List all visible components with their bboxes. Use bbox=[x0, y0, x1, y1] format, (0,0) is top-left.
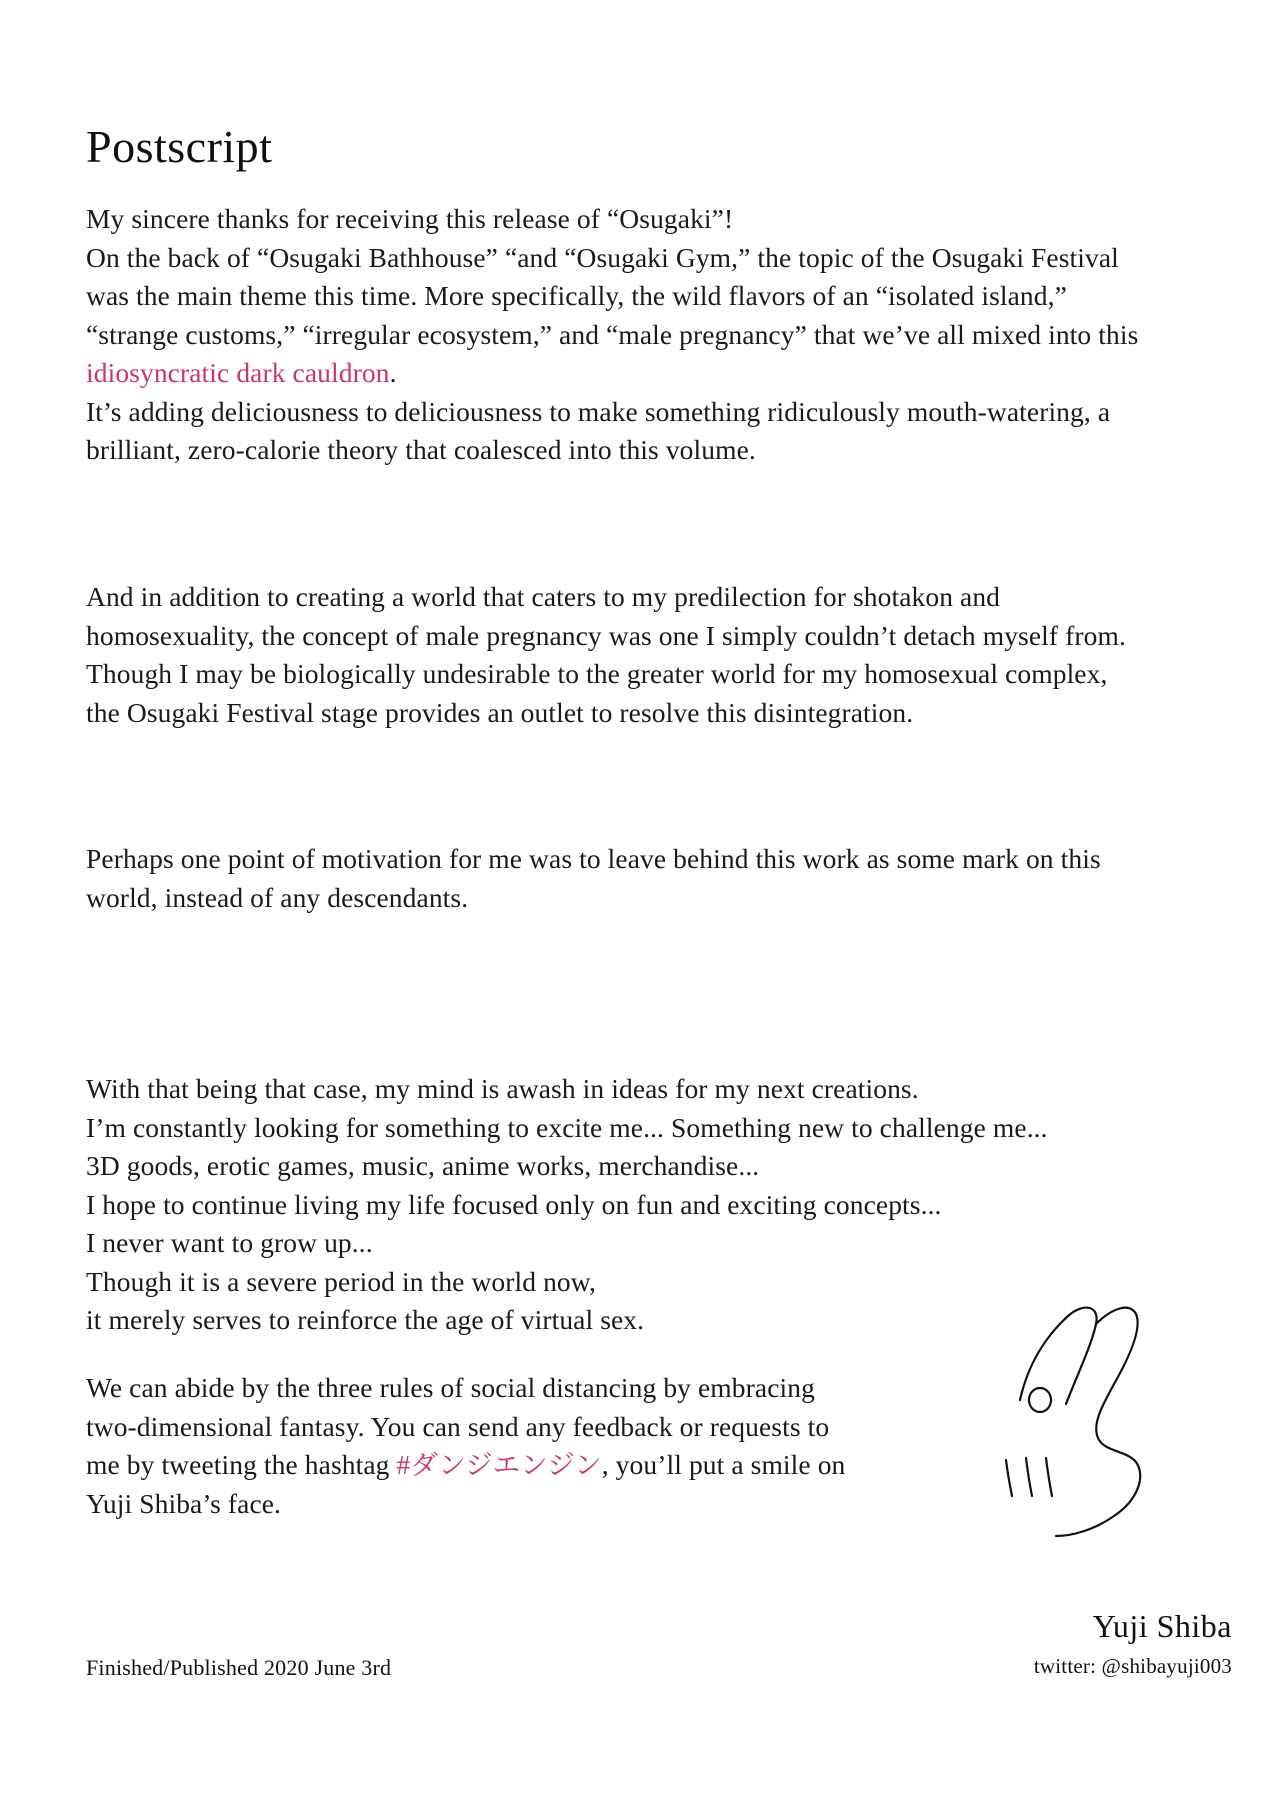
publish-date: Finished/Published 2020 June 3rd bbox=[86, 1655, 392, 1680]
paragraph-closing-line-2: , you’ll put a smile on Yuji Shiba’s face. bbox=[86, 1449, 846, 1519]
signature-name: Yuji Shiba bbox=[1092, 1608, 1232, 1644]
paragraph-future-line-3: 3D goods, erotic games, music, anime works, merchandise... bbox=[86, 1150, 760, 1181]
paragraph-future-line-2: I’m constantly looking for something to excite me... Something new to challenge me... bbox=[86, 1111, 1048, 1143]
page-title: Postscript bbox=[86, 120, 273, 172]
paragraph-future-line-6: Though it is a severe period in the world now, bbox=[86, 1265, 596, 1297]
handwritten-signature-mark bbox=[980, 1300, 1240, 1570]
paragraph-future-line-5: I never want to grow up... bbox=[86, 1227, 373, 1258]
paragraph-concept-line-1: And in addition to creating a world that caters to my predilection for shotakon and homosexuality, the concept of male pregnancy was one I simply couldn’t detach myself from. bbox=[86, 581, 1126, 651]
paragraph-motivation-line-1: Perhaps one point of motivation for me was to leave behind this work as some mark on this world, instead of any descendants. bbox=[86, 843, 1101, 913]
paragraph-intro-line-2: On the back of “Osugaki Bathhouse” “and “Osugaki Gym,” the topic of the Osugaki Festival was the main theme this time. More specifically, the wild flavors of an “isolated island,” “strange customs,” “irregular ecosystem,” and “male pregnancy” that we’ve all mixed into this bbox=[86, 241, 1139, 350]
paragraph-intro-line-4: It’s adding deliciousness to deliciousness to make something ridiculously mouth-watering, a brilliant, zero-calorie theory that coalesced into this volume. bbox=[86, 395, 1111, 465]
paragraph-concept-line-3: the Osugaki Festival stage provides an outlet to resolve this disintegration. bbox=[86, 696, 914, 728]
paragraph-concept-line-2: Though I may be biologically undesirable to the greater world for my homosexual complex, bbox=[86, 658, 1108, 689]
paragraph-intro bbox=[86, 200, 1156, 470]
paragraph-future-line-1: With that being that case, my mind is awash in ideas for my next creations. bbox=[86, 1073, 919, 1104]
signature-twitter-handle: twitter: @shibayuji003 bbox=[1033, 1654, 1232, 1678]
paragraph-intro-line-1: My sincere thanks for receiving this release of “Osugaki”! bbox=[86, 203, 734, 234]
hashtag-link[interactable]: #ダンジエンジン bbox=[396, 1449, 602, 1480]
paragraph-intro-line-3: . bbox=[389, 357, 397, 388]
paragraph-future-line-7: it merely serves to reinforce the age of virtual sex. bbox=[86, 1304, 645, 1335]
paragraph-motivation bbox=[86, 840, 1156, 917]
accent-phrase-cauldron: idiosyncratic dark cauldron bbox=[86, 357, 390, 388]
paragraph-closing-line-1: We can abide by the three rules of social distancing by embracing two-dimensional fantasy. You can send any feedback or requests to me by tweeting the hashtag bbox=[86, 1372, 830, 1480]
paragraph-future-line-4: I hope to continue living my life focused only on fun and exciting concepts... bbox=[86, 1188, 942, 1220]
paragraph-concept bbox=[86, 578, 1156, 732]
paragraph-closing bbox=[86, 1369, 846, 1523]
